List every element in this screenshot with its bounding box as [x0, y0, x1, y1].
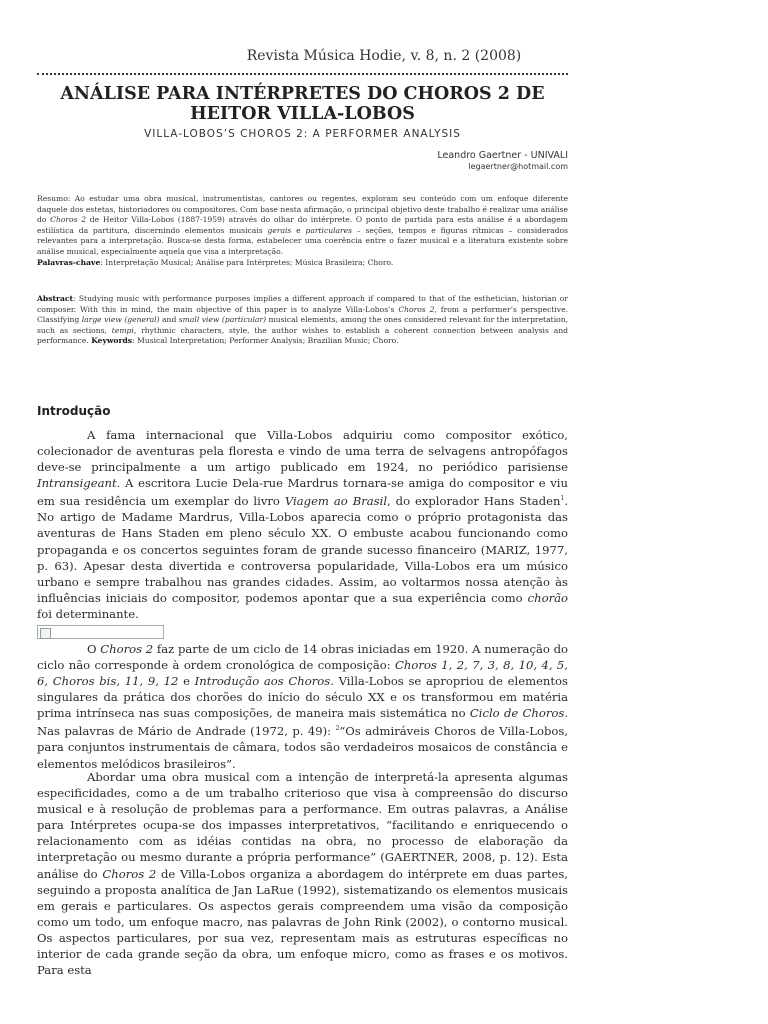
body-paragraph: A fama internacional que Villa-Lobos adquiriu como compositor exótico, colecionador de aventuras pela floresta e vindo de uma terra de selvagens antropófagos deve-se principalmente a um artigo publicado em 1924, no periódico parisiense Intransigeant. A escritora Lucie Dela-rue Mardrus tornara-se amiga do compositor e viu em sua residência um exemplar do livro Viagem ao Brasil, do explorador Hans Staden$^1$. No artigo de Madame Mardrus, Villa-Lobos aparecia como o próprio protagonista das aventuras de Hans Staden em pleno século XX. O embuste acabou funcionando como propaganda e os concertos seguintes foram de grande sucesso financeiro (MARIZ, 1977, p. 63). Apesar desta divertida e controversa popularidade, Villa-Lobos era um músico urbano e sempre trabalhou nas grandes cidades. Assim, ao voltarmos nossa atenção às influências iniciais do compositor, podemos apontar que a sua experiência como chorão foi determinante.: [37, 428, 568, 621]
body-paragraph: O Choros 2 faz parte de um ciclo de 14 obras iniciadas em 1920. A numeração do ciclo não corresponde à ordem cronológica de composição: Choros 1, 2, 7, 3, 8, 10, 4, 5, 6, Choros bis, 11, 9, 12 e Introdução aos Choros. Villa-Lobos se apropriou de elementos singulares da prática dos chorões do início do século XX e os transformou em matéria prima intrínseca nas suas composições, de maneira mais sistemática no Ciclo de Choros. Nas palavras de Mário de Andrade (1972, p. 49): $^2$“Os admiráveis Choros de Villa-Lobos, para conjuntos instrumentais de câmara, todos são verdadeiros mosaicos de constância e elementos melódicos brasileiros”.: [37, 642, 568, 771]
abstract-keywords-label: Keywords: [91, 336, 133, 346]
author-name: Leandro Gaertner - UNIVALI: [437, 150, 568, 161]
broken-image-placeholder: [37, 625, 164, 639]
resumo-abstract: Resumo: Ao estudar uma obra musical, instrumentistas, cantores ou regentes, exploram seu conteúdo com um enfoque diferente daquele dos estetas, historiadores ou compositores. Com base nesta afirmação, o principal objetivo deste trabalho é realizar uma análise do Choros 2 de Heitor Villa-Lobos (1887-1959) através do olhar do intérprete. O ponto de partida para esta análise é a abordagem estilística da partitura, discernindo elementos musicais gerais e particulares – seções, tempos e figuras rítmicas – considerados relevantes para a interpretação. Busca-se desta forma, estabelecer uma coerência entre o fazer musical e a literatura existente sobre análise musical, especialmente aquela que visa a interpretação. Palavras-chave: Interpretação Musical; Análise para Intérpretes; Música Brasileira; Choro.: [37, 194, 568, 267]
header-divider: [37, 73, 568, 75]
journal-header: Revista Música Hodie, v. 8, n. 2 (2008): [246, 48, 522, 64]
body-paragraph: Abordar uma obra musical com a intenção de interpretá-la apresenta algumas especificidades, como a de um trabalho criterioso que visa à compreensão do discurso musical e à resolução de problemas para a performance. Em outras palavras, a Análise para Intérpretes ocupa-se dos impasses interpretativos, “facilitando e enriquecendo o relacionamento com as idéias contidas na obra, no processo de elaboração da interpretação ou mesmo durante a própria performance” (GAERTNER, 2008, p. 12). Esta análise do Choros 2 de Villa-Lobos organiza a abordagem do intérprete em duas partes, seguindo a proposta analítica de Jan LaRue (1992), sistematizando os elementos musicais em gerais e particulares. Os aspectos gerais compreendem uma visão da composição como um todo, um enfoque macro, nas palavras de John Rink (2002), o contorno musical. Os aspectos particulares, por sua vez, representam mais as estruturas específicas no interior de cada grande seção da obra, um enfoque micro, como as frases e os motivos. Para esta: [37, 770, 568, 978]
footnote-marker: 1: [560, 495, 565, 503]
english-abstract: Abstract: Studying music with performance purposes implies a different approach if compared to that of the esthetician, historian or composer. With this in mind, the main objective of this paper is to analyze Villa-Lobos’s Choros 2, from a performer’s perspective. Classifying large view (general) and small view (particular) musical elements, among the ones considered relevant for the interpretation, such as sections, tempi, rhythmic characters, style, the author wishes to establish a coherent connection between analysis and performance. Keywords: Musical Interpretation; Performer Analysis; Brazilian Music; Choro.: [37, 294, 569, 346]
article-title: ANÁLISE PARA INTÉRPRETES DO CHOROS 2 DE HEITOR VILLA-LOBOS: [60, 84, 545, 124]
broken-image-icon: [40, 628, 51, 639]
article-subtitle: VILLA-LOBOS’S CHOROS 2: A PERFORMER ANALYSIS: [144, 128, 461, 140]
author-email[interactable]: legaertner@hotmail.com: [468, 162, 568, 171]
footnote-marker: 2: [335, 725, 340, 733]
resumo-keywords-label: Palavras-chave: [37, 257, 101, 267]
abstract-label: Abstract: [37, 294, 74, 303]
section-heading-introducao: Introdução: [37, 404, 111, 418]
